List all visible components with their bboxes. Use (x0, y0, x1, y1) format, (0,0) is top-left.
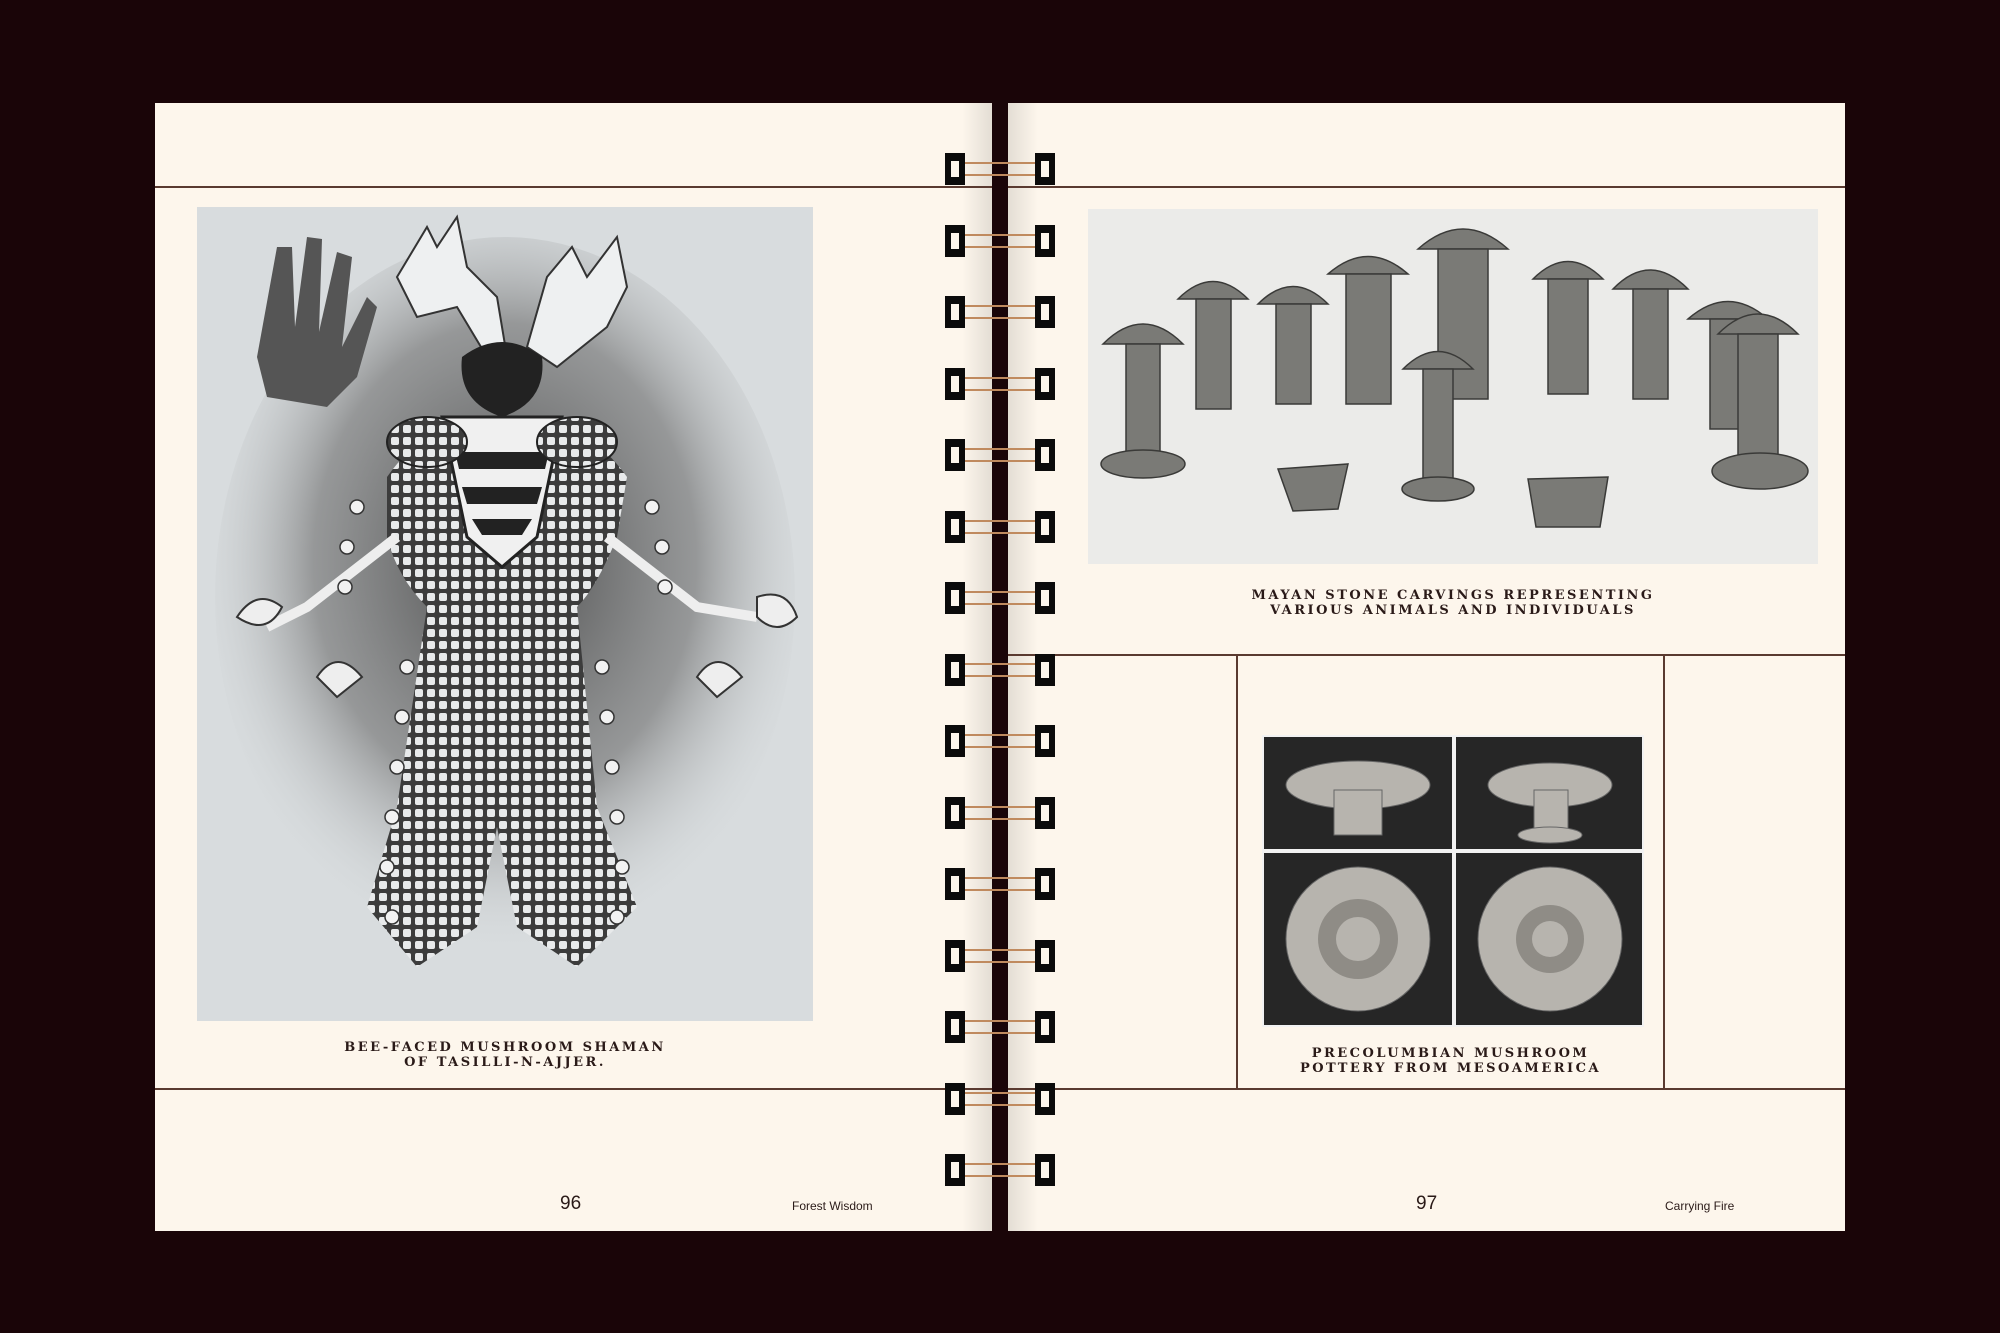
bottom-rule (155, 1088, 992, 1090)
caption-line: PRECOLUMBIAN MUSHROOM (1311, 1046, 1590, 1061)
binding-ring (945, 1011, 1055, 1043)
binding-ring (945, 439, 1055, 471)
caption-line: POTTERY FROM MESOAMERICA (1299, 1061, 1602, 1076)
binding-ring (945, 511, 1055, 543)
running-head: Carrying Fire (1665, 1199, 1735, 1213)
column-rule (1663, 654, 1665, 1090)
binding-ring (945, 582, 1055, 614)
binding-ring (945, 940, 1055, 972)
shaman-caption (197, 1040, 813, 1070)
binding-ring (945, 797, 1055, 829)
mayan-carvings-photo (1088, 209, 1818, 564)
left-page (155, 103, 992, 1231)
page-number: 96 (560, 1193, 582, 1214)
top-rule (1008, 186, 1845, 188)
binding-ring (945, 1154, 1055, 1186)
spiral-binding (945, 0, 1055, 1333)
shaman-illustration (197, 207, 813, 1021)
caption-line: MAYAN STONE CARVINGS REPRESENTING (1251, 588, 1655, 603)
mayan-caption (1088, 588, 1818, 618)
caption-line: BEE-FACED MUSHROOM SHAMAN (344, 1040, 666, 1055)
caption-line: VARIOUS ANIMALS AND INDIVIDUALS (1270, 603, 1636, 618)
right-page (1008, 103, 1845, 1231)
column-rule (1236, 654, 1238, 1090)
middle-rule (1008, 654, 1845, 656)
binding-ring (945, 1083, 1055, 1115)
binding-ring (945, 153, 1055, 185)
pottery-photo-grid (1262, 735, 1644, 1027)
running-head: Forest Wisdom (792, 1199, 873, 1213)
binding-ring (945, 225, 1055, 257)
caption-line: OF TASILLI-N-AJJER. (404, 1055, 606, 1070)
binding-ring (945, 725, 1055, 757)
binding-ring (945, 368, 1055, 400)
binding-ring (945, 868, 1055, 900)
top-rule (155, 186, 992, 188)
pottery-caption (1236, 1046, 1665, 1076)
binding-ring (945, 654, 1055, 686)
page-number: 97 (1416, 1193, 1438, 1214)
bottom-rule (1008, 1088, 1845, 1090)
binding-ring (945, 296, 1055, 328)
